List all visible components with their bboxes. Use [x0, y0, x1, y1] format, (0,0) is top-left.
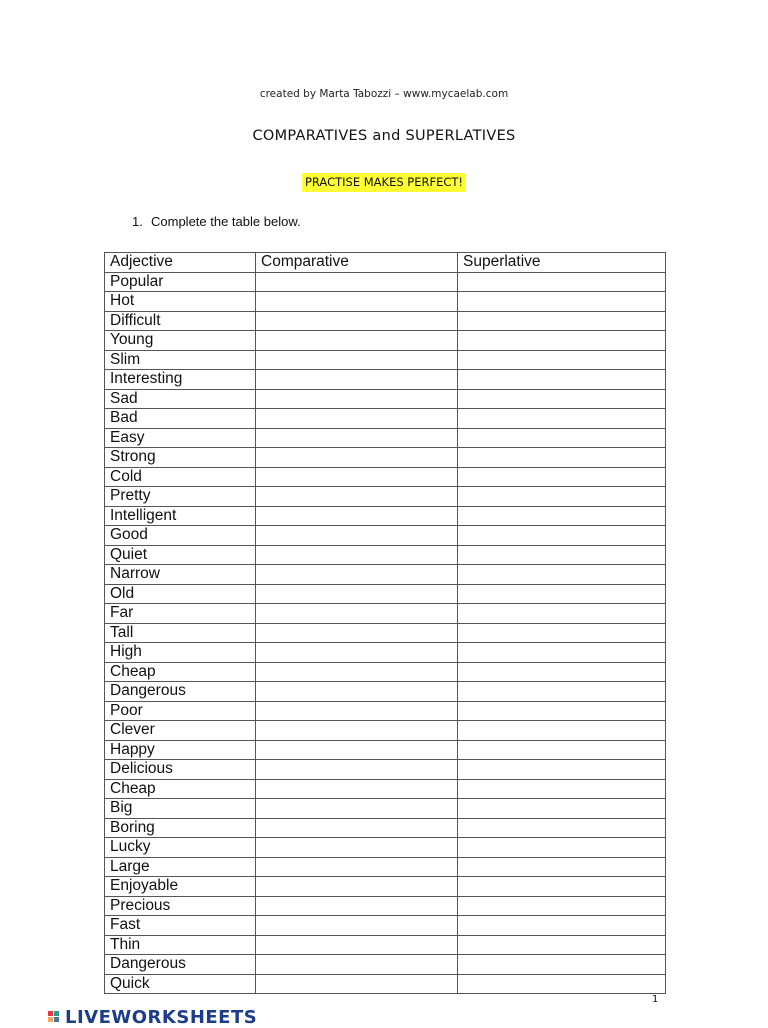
- adjective-cell: Good: [105, 526, 256, 546]
- table-row: [105, 877, 666, 897]
- comparative-answer-cell[interactable]: [256, 779, 458, 799]
- superlative-answer-cell[interactable]: [458, 857, 666, 877]
- table-row: [105, 935, 666, 955]
- comparative-answer-cell[interactable]: [256, 799, 458, 819]
- table-row: [105, 506, 666, 526]
- superlative-answer-cell[interactable]: [458, 682, 666, 702]
- adjective-cell: Boring: [105, 818, 256, 838]
- comparative-answer-cell[interactable]: [256, 584, 458, 604]
- page-number: 1: [652, 994, 659, 1005]
- adjective-cell: Precious: [105, 896, 256, 916]
- superlative-answer-cell[interactable]: [458, 565, 666, 585]
- adjective-cell: Far: [105, 604, 256, 624]
- table-row: [105, 838, 666, 858]
- adjective-cell: Lucky: [105, 838, 256, 858]
- table-row: [105, 760, 666, 780]
- table-row: [105, 389, 666, 409]
- adjective-cell: Slim: [105, 350, 256, 370]
- superlative-answer-cell[interactable]: [458, 370, 666, 390]
- comparative-answer-cell[interactable]: [256, 818, 458, 838]
- superlative-answer-cell[interactable]: [458, 350, 666, 370]
- adjective-cell: Narrow: [105, 565, 256, 585]
- comparative-answer-cell[interactable]: [256, 955, 458, 975]
- superlative-answer-cell[interactable]: [458, 877, 666, 897]
- comparative-answer-cell[interactable]: [256, 623, 458, 643]
- superlative-answer-cell[interactable]: [458, 409, 666, 429]
- superlative-answer-cell[interactable]: [458, 604, 666, 624]
- superlative-answer-cell[interactable]: [458, 779, 666, 799]
- table-row: [105, 409, 666, 429]
- superlative-answer-cell[interactable]: [458, 974, 666, 994]
- logo-square-icon: [48, 1017, 53, 1022]
- adjective-cell: Sad: [105, 389, 256, 409]
- superlative-answer-cell[interactable]: [458, 818, 666, 838]
- table-row: [105, 350, 666, 370]
- superlative-answer-cell[interactable]: [458, 740, 666, 760]
- comparative-answer-cell[interactable]: [256, 857, 458, 877]
- comparative-answer-cell[interactable]: [256, 896, 458, 916]
- table-body: [105, 272, 666, 994]
- adjective-cell: Difficult: [105, 311, 256, 331]
- adjective-cell: Delicious: [105, 760, 256, 780]
- adjective-cell: Big: [105, 799, 256, 819]
- logo-square-icon: [48, 1011, 53, 1016]
- superlative-answer-cell[interactable]: [458, 448, 666, 468]
- superlative-answer-cell[interactable]: [458, 662, 666, 682]
- adjective-table: [104, 252, 666, 994]
- superlative-answer-cell[interactable]: [458, 487, 666, 507]
- comparative-answer-cell[interactable]: [256, 311, 458, 331]
- table-row: [105, 779, 666, 799]
- comparative-answer-cell[interactable]: [256, 331, 458, 351]
- adjective-cell: Dangerous: [105, 955, 256, 975]
- adjective-cell: Dangerous: [105, 682, 256, 702]
- superlative-answer-cell[interactable]: [458, 545, 666, 565]
- table-row: [105, 565, 666, 585]
- logo-square-icon: [54, 1011, 59, 1016]
- table-row: [105, 916, 666, 936]
- instruction-number: 1.: [132, 214, 143, 229]
- table-row: [105, 896, 666, 916]
- logo-text: LIVEWORKSHEETS: [65, 1007, 258, 1028]
- adjective-cell: Quick: [105, 974, 256, 994]
- superlative-answer-cell[interactable]: [458, 467, 666, 487]
- table-row: [105, 740, 666, 760]
- table-row: [105, 662, 666, 682]
- comparative-answer-cell[interactable]: [256, 350, 458, 370]
- worksheet-title: COMPARATIVES and SUPERLATIVES: [252, 128, 516, 144]
- adjective-cell: Old: [105, 584, 256, 604]
- adjective-cell: Interesting: [105, 370, 256, 390]
- adjective-cell: Bad: [105, 409, 256, 429]
- superlative-answer-cell[interactable]: [458, 506, 666, 526]
- adjective-cell: Popular: [105, 272, 256, 292]
- superlative-answer-cell[interactable]: [458, 584, 666, 604]
- adjective-cell: Cheap: [105, 779, 256, 799]
- comparative-answer-cell[interactable]: [256, 721, 458, 741]
- table-row: [105, 448, 666, 468]
- comparative-answer-cell[interactable]: [256, 370, 458, 390]
- table-row: [105, 955, 666, 975]
- comparative-answer-cell[interactable]: [256, 916, 458, 936]
- table-row: [105, 604, 666, 624]
- comparative-answer-cell[interactable]: [256, 545, 458, 565]
- superlative-answer-cell[interactable]: [458, 331, 666, 351]
- adjective-cell: Thin: [105, 935, 256, 955]
- worksheet-subtitle: PRACTISE MAKES PERFECT!: [302, 173, 466, 192]
- superlative-answer-cell[interactable]: [458, 311, 666, 331]
- adjective-cell: Young: [105, 331, 256, 351]
- instruction: [132, 214, 301, 229]
- table-row: [105, 857, 666, 877]
- comparative-answer-cell[interactable]: [256, 662, 458, 682]
- comparative-answer-cell[interactable]: [256, 701, 458, 721]
- comparative-answer-cell[interactable]: [256, 682, 458, 702]
- table-row: [105, 682, 666, 702]
- adjective-cell: Easy: [105, 428, 256, 448]
- comparative-answer-cell[interactable]: [256, 935, 458, 955]
- table-row: [105, 721, 666, 741]
- table-row: [105, 701, 666, 721]
- adjective-cell: Large: [105, 857, 256, 877]
- table-row: [105, 331, 666, 351]
- comparative-answer-cell[interactable]: [256, 428, 458, 448]
- adjective-cell: Strong: [105, 448, 256, 468]
- comparative-answer-cell[interactable]: [256, 292, 458, 312]
- logo-square-icon: [54, 1017, 59, 1022]
- superlative-answer-cell[interactable]: [458, 760, 666, 780]
- table-row: [105, 487, 666, 507]
- comparative-answer-cell[interactable]: [256, 467, 458, 487]
- table-row: [105, 370, 666, 390]
- table-row: [105, 584, 666, 604]
- table-row: [105, 272, 666, 292]
- comparative-answer-cell[interactable]: [256, 760, 458, 780]
- superlative-answer-cell[interactable]: [458, 838, 666, 858]
- comparative-answer-cell[interactable]: [256, 877, 458, 897]
- table-row: [105, 974, 666, 994]
- adjective-cell: Clever: [105, 721, 256, 741]
- superlative-answer-cell[interactable]: [458, 428, 666, 448]
- superlative-answer-cell[interactable]: [458, 292, 666, 312]
- comparative-answer-cell[interactable]: [256, 389, 458, 409]
- table-row: [105, 311, 666, 331]
- comparative-answer-cell[interactable]: [256, 409, 458, 429]
- table-row: [105, 818, 666, 838]
- adjective-cell: High: [105, 643, 256, 663]
- adjective-cell: Fast: [105, 916, 256, 936]
- comparative-answer-cell[interactable]: [256, 506, 458, 526]
- table-row: [105, 428, 666, 448]
- logo-mark-icon: [48, 1011, 62, 1027]
- comparative-answer-cell[interactable]: [256, 272, 458, 292]
- superlative-answer-cell[interactable]: [458, 623, 666, 643]
- adjective-cell: Tall: [105, 623, 256, 643]
- superlative-answer-cell[interactable]: [458, 896, 666, 916]
- table-row: [105, 292, 666, 312]
- header-comparative: Comparative: [256, 253, 458, 273]
- comparative-answer-cell[interactable]: [256, 487, 458, 507]
- adjective-cell: Poor: [105, 701, 256, 721]
- subtitle-container: [0, 173, 768, 192]
- table-header-row: [105, 253, 666, 273]
- superlative-answer-cell[interactable]: [458, 389, 666, 409]
- adjective-cell: Cheap: [105, 662, 256, 682]
- table-row: [105, 545, 666, 565]
- superlative-answer-cell[interactable]: [458, 526, 666, 546]
- comparative-answer-cell[interactable]: [256, 565, 458, 585]
- liveworksheets-logo: [48, 1008, 257, 1028]
- table-row: [105, 623, 666, 643]
- superlative-answer-cell[interactable]: [458, 916, 666, 936]
- adjective-cell: Cold: [105, 467, 256, 487]
- superlative-answer-cell[interactable]: [458, 272, 666, 292]
- adjective-cell: Pretty: [105, 487, 256, 507]
- header-superlative: Superlative: [458, 253, 666, 273]
- adjective-cell: Hot: [105, 292, 256, 312]
- table-row: [105, 799, 666, 819]
- comparative-answer-cell[interactable]: [256, 643, 458, 663]
- table-row: [105, 643, 666, 663]
- comparative-answer-cell[interactable]: [256, 448, 458, 468]
- table-row: [105, 467, 666, 487]
- superlative-answer-cell[interactable]: [458, 935, 666, 955]
- table-row: [105, 526, 666, 546]
- superlative-answer-cell[interactable]: [458, 721, 666, 741]
- adjective-cell: Enjoyable: [105, 877, 256, 897]
- comparative-answer-cell[interactable]: [256, 604, 458, 624]
- adjective-cell: Quiet: [105, 545, 256, 565]
- adjective-cell: Happy: [105, 740, 256, 760]
- comparative-answer-cell[interactable]: [256, 838, 458, 858]
- superlative-answer-cell[interactable]: [458, 799, 666, 819]
- header-adjective: Adjective: [105, 253, 256, 273]
- superlative-answer-cell[interactable]: [458, 955, 666, 975]
- superlative-answer-cell[interactable]: [458, 701, 666, 721]
- instruction-text: Complete the table below.: [151, 214, 301, 229]
- comparative-answer-cell[interactable]: [256, 974, 458, 994]
- superlative-answer-cell[interactable]: [458, 643, 666, 663]
- comparative-answer-cell[interactable]: [256, 740, 458, 760]
- comparative-answer-cell[interactable]: [256, 526, 458, 546]
- adjective-cell: Intelligent: [105, 506, 256, 526]
- credit-line: created by Marta Tabozzi – www.mycaelab.com: [259, 88, 509, 100]
